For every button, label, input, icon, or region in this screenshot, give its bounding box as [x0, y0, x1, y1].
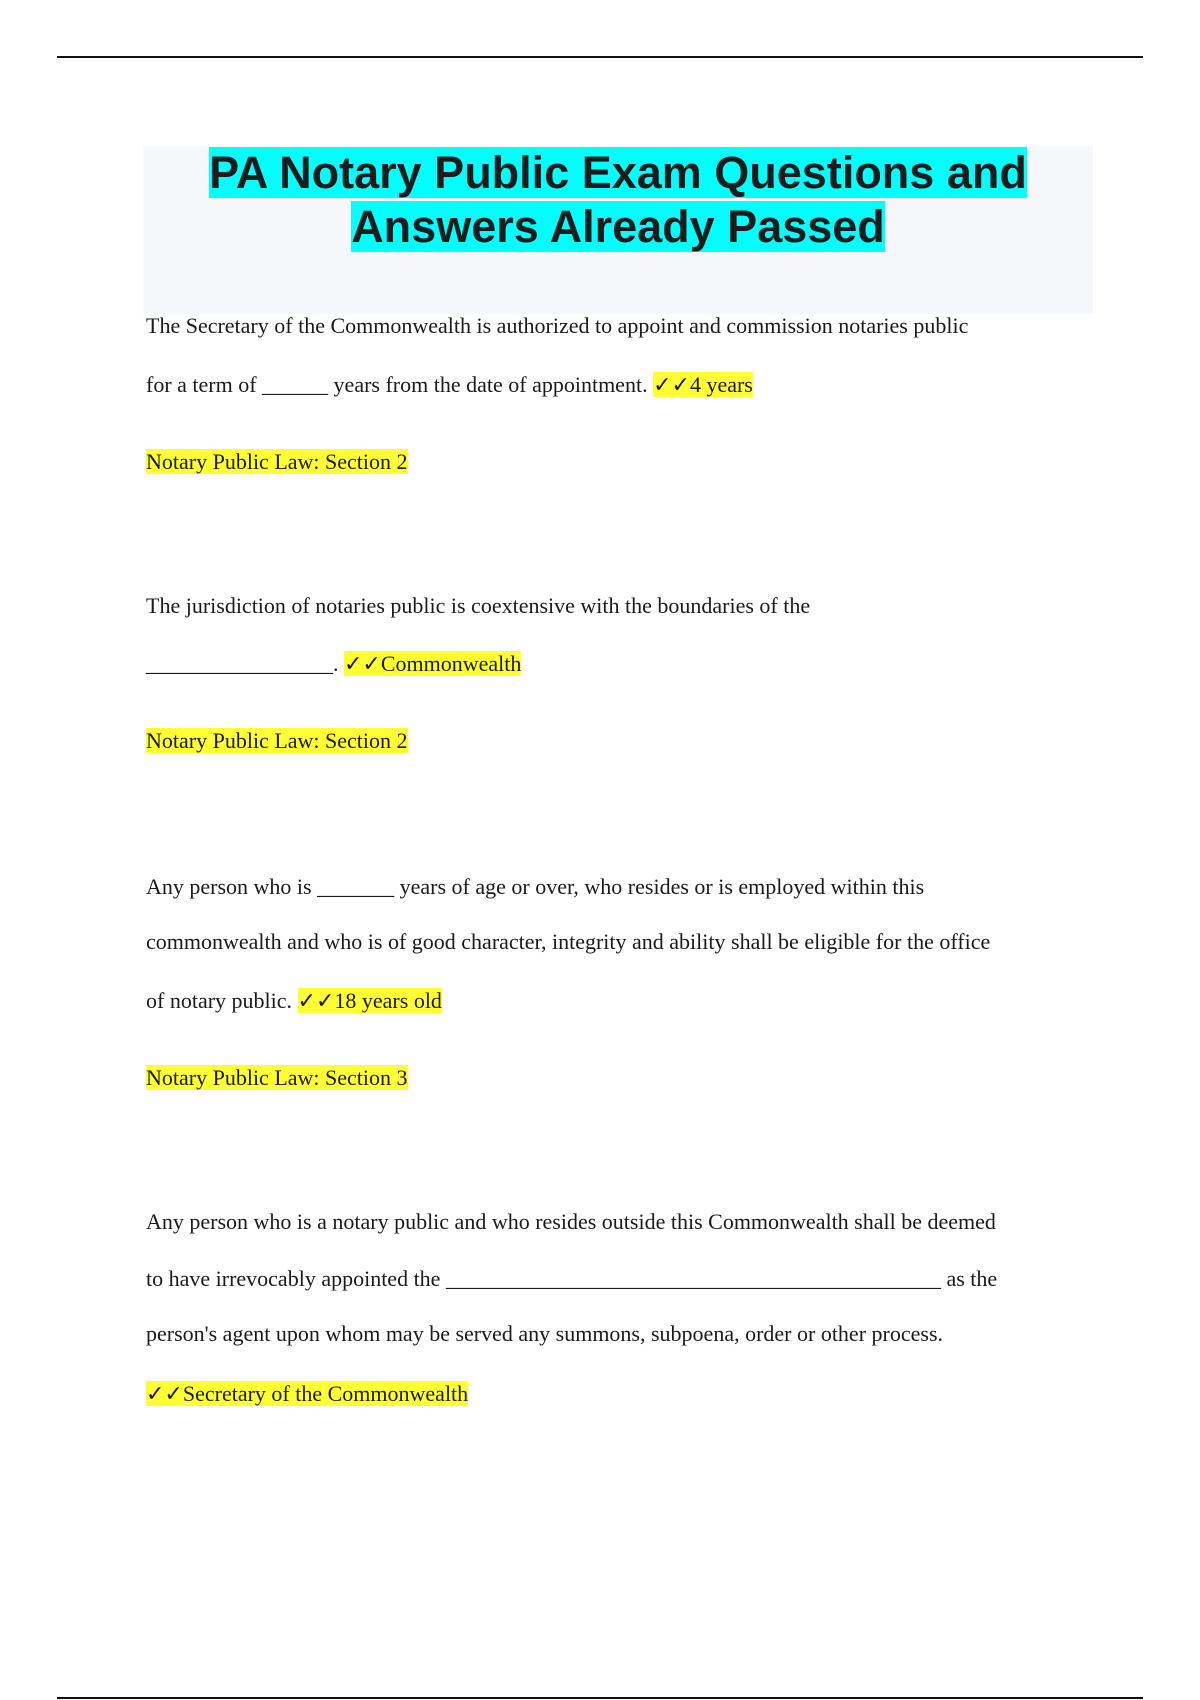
- document-title: [143, 146, 1093, 254]
- q1-line-2: [146, 371, 753, 399]
- q3-reference: Notary Public Law: Section 3: [146, 1065, 408, 1090]
- q3-line-2: commonwealth and who is of good character, integrity and ability shall be eligible for the office: [146, 929, 991, 954]
- q2-reference: Notary Public Law: Section 2: [146, 728, 408, 753]
- q3-line-3: [146, 987, 442, 1015]
- q2-answer: ✓✓Commonwealth: [344, 651, 522, 676]
- q4-line-1: Any person who is a notary public and who resides outside this Commonwealth shall be deemed: [146, 1209, 996, 1234]
- q3-answer: ✓✓18 years old: [297, 988, 442, 1013]
- title-line-2: Answers Already Passed: [351, 201, 885, 252]
- q4-answer: ✓✓Secretary of the Commonwealth: [146, 1381, 469, 1406]
- q3-text: of notary public.: [146, 988, 298, 1013]
- bottom-rule: [57, 1697, 1143, 1699]
- q4-line-2: to have irrevocably appointed the _____________________________________________ as the: [146, 1266, 998, 1291]
- q2-text: _________________.: [146, 651, 344, 676]
- q1-answer: ✓✓4 years: [653, 372, 753, 397]
- q1-text: for a term of ______ years from the date of appointment.: [146, 372, 654, 397]
- q2-line-2: [146, 650, 521, 678]
- q4-answer-line: [146, 1380, 468, 1408]
- title-line-1: PA Notary Public Exam Questions and: [209, 147, 1027, 198]
- q1-reference: Notary Public Law: Section 2: [146, 449, 408, 474]
- q1-line-1: The Secretary of the Commonwealth is authorized to appoint and commission notaries public: [146, 313, 969, 338]
- q2-line-1: The jurisdiction of notaries public is coextensive with the boundaries of the: [146, 593, 811, 618]
- q4-line-3: person's agent upon whom may be served any summons, subpoena, order or other process.: [146, 1321, 944, 1346]
- q3-line-1: Any person who is _______ years of age or over, who resides or is employed within this: [146, 874, 925, 899]
- top-rule: [57, 56, 1143, 58]
